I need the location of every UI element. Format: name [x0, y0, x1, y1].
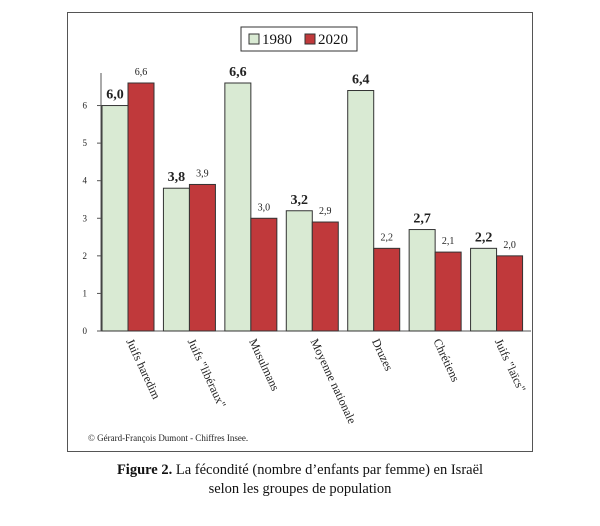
y-tick-label: 6 [82, 100, 87, 111]
bar-1980 [471, 248, 497, 331]
bar-2020 [374, 248, 400, 331]
x-tick-label: Moyenne nationale [307, 336, 360, 426]
y-tick-label: 1 [82, 288, 87, 299]
data-label-1980: 6,6 [229, 65, 247, 80]
bars [102, 83, 523, 331]
data-label-2020: 2,1 [441, 236, 455, 248]
data-label-2020: 3,0 [257, 202, 271, 214]
legend-label-1980: 1980 [262, 32, 292, 48]
x-tick-labels [123, 336, 529, 426]
legend-label-2020: 2020 [318, 32, 348, 48]
data-label-1980: 3,2 [290, 192, 309, 208]
y-tick-label: 4 [82, 175, 87, 186]
x-tick-label: Musulmans [246, 336, 283, 394]
bar-1980 [163, 188, 189, 331]
figure-label: Figure 2. [116, 462, 173, 478]
y-tick-label: 2 [82, 250, 87, 261]
data-label-1980: 2,2 [474, 230, 493, 246]
data-label-2020: 3,9 [196, 168, 209, 180]
bar-2020 [128, 83, 154, 331]
y-tick-label: 3 [82, 213, 87, 224]
bar-1980 [286, 211, 312, 331]
x-tick-label: Juifs "laïcs" [491, 336, 529, 395]
data-label-2020: 2,9 [319, 206, 332, 218]
bar-2020 [312, 222, 338, 331]
legend [241, 27, 357, 51]
data-label-2020: 2,0 [503, 239, 516, 251]
figure-caption [0, 461, 600, 499]
data-label-1980: 6,4 [351, 72, 370, 88]
bar-chart [68, 13, 534, 453]
chart-frame [67, 12, 533, 452]
data-label-1980: 6,0 [106, 87, 124, 103]
y-tick-label: 5 [82, 138, 87, 149]
bar-1980 [102, 106, 128, 331]
data-label-1980: 3,8 [167, 170, 186, 186]
data-label-1980: 2,7 [413, 211, 431, 227]
legend-swatch-2020 [305, 34, 315, 44]
caption-line-1: La fécondité (nombre d’enfants par femme) en Israël [175, 462, 484, 478]
x-tick-label: Druzes [368, 336, 397, 374]
source-note: © Gérard-François Dumont - Chiffres Insee. [88, 433, 249, 443]
caption-line-2: selon les groupes de population [208, 481, 392, 497]
data-label-2020: 2,2 [380, 232, 393, 244]
x-tick-label: Juifs haredim [123, 336, 164, 402]
bar-2020 [497, 256, 523, 331]
x-tick-label: Chrétiens [430, 336, 463, 384]
bar-1980 [348, 91, 374, 331]
bar-2020 [189, 184, 215, 331]
legend-swatch-1980 [249, 34, 259, 44]
bar-2020 [251, 218, 277, 331]
bar-1980 [225, 83, 251, 331]
x-tick-label: Juifs "libéraux" [184, 336, 230, 411]
data-label-2020: 6,6 [134, 67, 148, 78]
y-tick-label: 0 [82, 326, 87, 336]
bar-2020 [435, 252, 461, 331]
bar-1980 [409, 230, 435, 331]
